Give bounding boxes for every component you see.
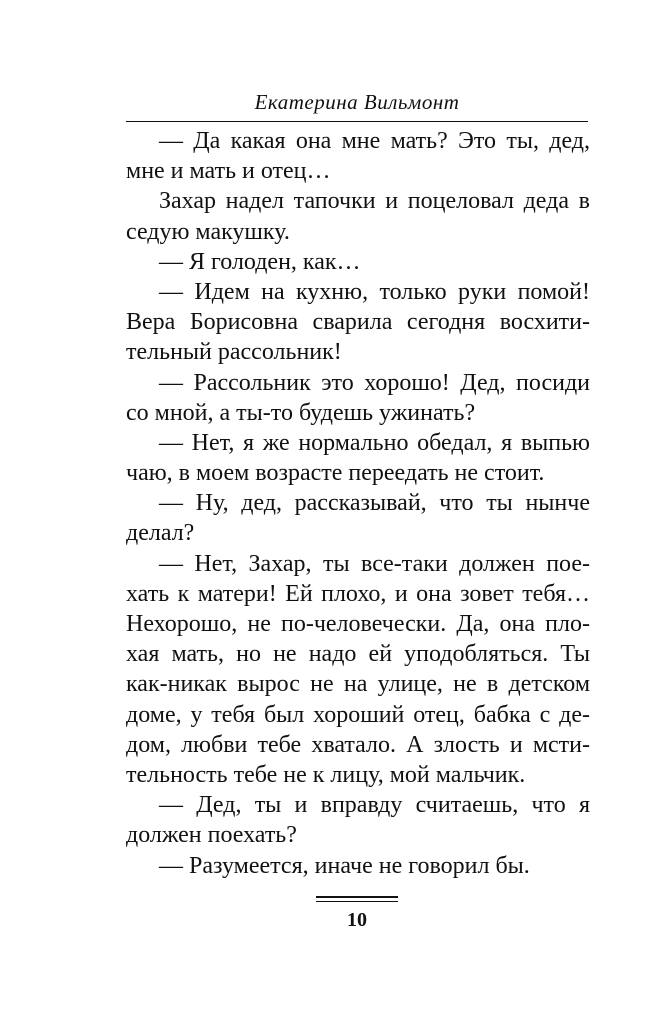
text-line: — Да какая она мне мать? Это ты, дед, [159,128,590,154]
text-line: — Дед, ты и вправду считаешь, что я [159,792,590,819]
running-head: Екатерина Вильмонт [254,90,460,114]
text-line: — Разумеется, иначе не говорил бы. [159,852,530,879]
text-line: — Ну, дед, рассказывай, что ты нынче [159,490,590,517]
footer-rule [316,896,398,898]
text-line: хать к матери! Ей плохо, и она зовет тебя… [126,580,590,607]
text-line: как-никак вырос не на улице, не в детском [126,671,590,698]
text-line: — Нет, Захар, ты все-таки должен пое- [159,550,590,577]
text-line: — Я голоден, как… [159,248,361,275]
text-line: Нехорошо, не по-человечески. Да, она пло- [126,611,590,637]
text-line: тельность тебе не к лицу, мой мальчик. [126,761,526,788]
text-line: чаю, в моем возрасте переедать не стоит. [126,460,545,487]
text-line: — Идем на кухню, только руки помой! [159,278,590,305]
page-number: 10 [347,909,367,931]
text-line: должен поехать? [126,822,297,849]
header-rule [126,121,588,122]
text-line: со мной, а ты-то будешь ужинать? [126,399,476,426]
text-line: хая мать, но не надо ей уподобляться. Ты [126,641,590,668]
text-line: мне и мать и отец… [126,158,331,185]
text-line: Захар надел тапочки и поцеловал деда в [159,188,590,215]
body-text [126,126,590,881]
text-line: — Рассольник это хорошо! Дед, посиди [159,369,590,396]
text-line: седую макушку. [126,218,290,245]
text-line: доме, у тебя был хороший отец, бабка с де- [126,701,590,728]
text-line: — Нет, я же нормально обедал, я выпью [159,429,590,456]
text-line: Вера Борисовна сварила сегодня восхити- [126,309,590,336]
text-line: делал? [126,520,195,547]
text-line: тельный рассольник! [126,339,342,366]
text-line: дом, любви тебе хватало. А злость и мсти- [126,731,590,758]
footer-rule [316,901,398,902]
